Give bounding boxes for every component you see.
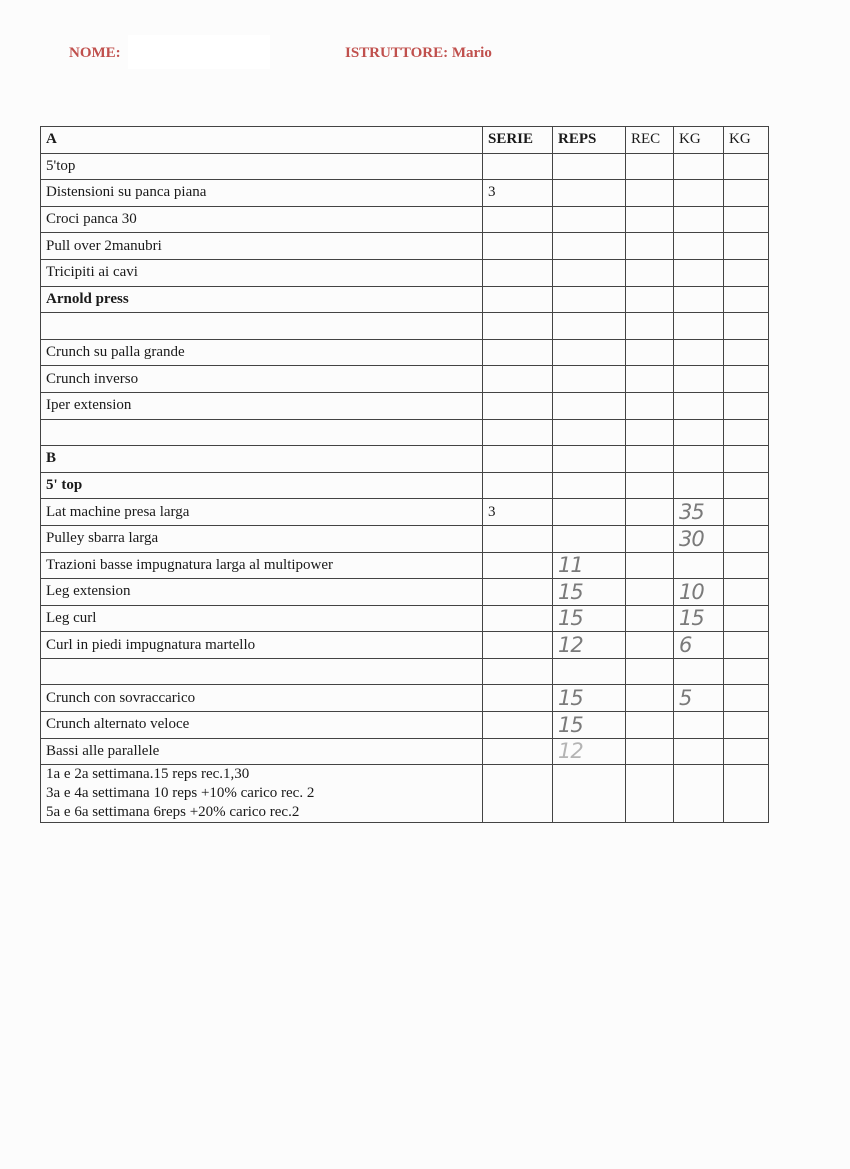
rec-cell: [626, 313, 674, 340]
kg-cell: [674, 446, 724, 473]
table-row: [41, 525, 769, 552]
reps-cell: [553, 206, 626, 233]
exercise-cell: Leg curl: [41, 605, 483, 632]
exercise-cell: Leg extension: [41, 579, 483, 606]
notes-cell: [41, 765, 483, 823]
exercise-cell: Bassi alle parallele: [41, 738, 483, 765]
kg2-cell: [724, 446, 769, 473]
rec-cell: [626, 605, 674, 632]
reps-cell: [553, 525, 626, 552]
kg-cell: [674, 712, 724, 739]
reps-cell: [553, 153, 626, 180]
kg2-cell: [724, 632, 769, 659]
column-header-rec: REC: [626, 127, 674, 154]
serie-cell: [483, 339, 553, 366]
rec-cell: [626, 392, 674, 419]
exercise-cell: [41, 419, 483, 446]
kg-cell: [674, 472, 724, 499]
reps-cell: [553, 658, 626, 685]
rec-cell: [626, 499, 674, 526]
kg2-cell: [724, 579, 769, 606]
kg2-cell: [724, 499, 769, 526]
kg2-cell: [724, 339, 769, 366]
exercise-cell: Iper extension: [41, 392, 483, 419]
kg-cell: [674, 286, 724, 313]
table-row: [41, 552, 769, 579]
reps-cell: [553, 392, 626, 419]
serie-cell: [483, 605, 553, 632]
table-row: [41, 685, 769, 712]
rec-cell: [626, 153, 674, 180]
table-row: [41, 605, 769, 632]
exercise-cell: Crunch inverso: [41, 366, 483, 393]
reps-cell: [553, 446, 626, 473]
serie-cell: [483, 712, 553, 739]
rec-cell: [626, 286, 674, 313]
table-row: [41, 632, 769, 659]
kg2-cell: [724, 366, 769, 393]
reps-cell: [553, 499, 626, 526]
exercise-cell: Croci panca 30: [41, 206, 483, 233]
reps-cell: [553, 419, 626, 446]
note-line: 5a e 6a settimana 6reps +20% carico rec.2: [46, 804, 300, 821]
rec-cell: [626, 419, 674, 446]
exercise-cell: Crunch su palla grande: [41, 339, 483, 366]
column-header-serie: SERIE: [483, 127, 553, 154]
table-row: [41, 499, 769, 526]
rec-cell: [626, 259, 674, 286]
instructor-label: ISTRUTTORE: Mario: [345, 45, 492, 61]
kg2-cell: [724, 286, 769, 313]
kg-cell: [674, 392, 724, 419]
serie-cell: 3: [483, 180, 553, 207]
serie-cell: [483, 153, 553, 180]
rec-cell: [626, 525, 674, 552]
reps-cell: 15: [553, 685, 626, 712]
rec-cell: [626, 552, 674, 579]
exercise-cell: 5' top: [41, 472, 483, 499]
kg2-cell: [724, 472, 769, 499]
kg2-cell: [724, 738, 769, 765]
kg-cell: [674, 419, 724, 446]
table-row: [41, 339, 769, 366]
reps-cell: 12: [553, 632, 626, 659]
notes-empty-cell: [626, 765, 674, 823]
exercise-cell: B: [41, 446, 483, 473]
kg-cell: 30: [674, 525, 724, 552]
kg2-cell: [724, 153, 769, 180]
serie-cell: [483, 286, 553, 313]
kg-cell: [674, 738, 724, 765]
table-row: [41, 259, 769, 286]
reps-cell: [553, 286, 626, 313]
rec-cell: [626, 685, 674, 712]
workout-table: [40, 126, 769, 823]
reps-cell: [553, 339, 626, 366]
table-row: [41, 579, 769, 606]
reps-cell: 11: [553, 552, 626, 579]
notes-empty-cell: [553, 765, 626, 823]
rec-cell: [626, 472, 674, 499]
kg2-cell: [724, 605, 769, 632]
serie-cell: [483, 685, 553, 712]
rec-cell: [626, 206, 674, 233]
kg-cell: [674, 233, 724, 260]
column-header-exercise: A: [41, 127, 483, 154]
notes-empty-cell: [483, 765, 553, 823]
rec-cell: [626, 180, 674, 207]
table-row: [41, 446, 769, 473]
kg2-cell: [724, 685, 769, 712]
column-header-kg-2: KG: [724, 127, 769, 154]
kg2-cell: [724, 206, 769, 233]
notes-empty-cell: [674, 765, 724, 823]
table-row: [41, 392, 769, 419]
reps-cell: 15: [553, 579, 626, 606]
serie-cell: [483, 206, 553, 233]
rec-cell: [626, 233, 674, 260]
serie-cell: [483, 738, 553, 765]
rec-cell: [626, 712, 674, 739]
table-row: [41, 286, 769, 313]
table-row: [41, 738, 769, 765]
kg2-cell: [724, 658, 769, 685]
reps-cell: 15: [553, 712, 626, 739]
serie-cell: [483, 446, 553, 473]
table-row: [41, 712, 769, 739]
kg-cell: 6: [674, 632, 724, 659]
exercise-cell: Trazioni basse impugnatura larga al multipower: [41, 552, 483, 579]
rec-cell: [626, 658, 674, 685]
reps-cell: [553, 259, 626, 286]
rec-cell: [626, 366, 674, 393]
table-row: [41, 180, 769, 207]
name-label: NOME:: [69, 45, 121, 61]
serie-cell: [483, 366, 553, 393]
reps-cell: [553, 366, 626, 393]
kg-cell: 15: [674, 605, 724, 632]
exercise-cell: Curl in piedi impugnatura martello: [41, 632, 483, 659]
rec-cell: [626, 446, 674, 473]
table-row: [41, 658, 769, 685]
reps-cell: [553, 180, 626, 207]
serie-cell: 3: [483, 499, 553, 526]
notes-empty-cell: [724, 765, 769, 823]
table-row: [41, 366, 769, 393]
kg2-cell: [724, 392, 769, 419]
serie-cell: [483, 632, 553, 659]
table-row: [41, 153, 769, 180]
reps-cell: [553, 472, 626, 499]
kg-cell: [674, 313, 724, 340]
serie-cell: [483, 259, 553, 286]
kg2-cell: [724, 233, 769, 260]
serie-cell: [483, 419, 553, 446]
exercise-cell: Distensioni su panca piana: [41, 180, 483, 207]
kg2-cell: [724, 712, 769, 739]
header-row: [41, 127, 769, 154]
kg-cell: [674, 552, 724, 579]
rec-cell: [626, 632, 674, 659]
reps-cell: [553, 313, 626, 340]
exercise-cell: Crunch con sovraccarico: [41, 685, 483, 712]
kg2-cell: [724, 180, 769, 207]
kg-cell: [674, 153, 724, 180]
exercise-cell: Lat machine presa larga: [41, 499, 483, 526]
table-row: [41, 313, 769, 340]
rec-cell: [626, 339, 674, 366]
exercise-cell: Crunch alternato veloce: [41, 712, 483, 739]
serie-cell: [483, 472, 553, 499]
column-header-kg: KG: [674, 127, 724, 154]
kg2-cell: [724, 419, 769, 446]
serie-cell: [483, 579, 553, 606]
exercise-cell: Pull over 2manubri: [41, 233, 483, 260]
reps-cell: [553, 233, 626, 260]
reps-cell: 12: [553, 738, 626, 765]
kg-cell: 5: [674, 685, 724, 712]
kg2-cell: [724, 259, 769, 286]
kg-cell: [674, 658, 724, 685]
column-header-reps: REPS: [553, 127, 626, 154]
kg-cell: [674, 366, 724, 393]
kg-cell: 10: [674, 579, 724, 606]
exercise-cell: [41, 658, 483, 685]
exercise-cell: 5'top: [41, 153, 483, 180]
kg-cell: [674, 180, 724, 207]
exercise-cell: [41, 313, 483, 340]
rec-cell: [626, 738, 674, 765]
kg-cell: [674, 339, 724, 366]
note-line: 1a e 2a settimana.15 reps rec.1,30: [46, 766, 250, 783]
kg-cell: [674, 259, 724, 286]
exercise-cell: Arnold press: [41, 286, 483, 313]
exercise-cell: Pulley sbarra larga: [41, 525, 483, 552]
rec-cell: [626, 579, 674, 606]
kg-cell: [674, 206, 724, 233]
kg2-cell: [724, 525, 769, 552]
kg-cell: 35: [674, 499, 724, 526]
serie-cell: [483, 392, 553, 419]
name-redaction-box: [128, 35, 270, 69]
table-row: [41, 472, 769, 499]
exercise-cell: Tricipiti ai cavi: [41, 259, 483, 286]
kg2-cell: [724, 552, 769, 579]
serie-cell: [483, 525, 553, 552]
table-row: [41, 233, 769, 260]
note-line: 3a e 4a settimana 10 reps +10% carico rec. 2: [46, 785, 315, 802]
notes-row: [41, 765, 769, 823]
kg2-cell: [724, 313, 769, 340]
serie-cell: [483, 233, 553, 260]
serie-cell: [483, 658, 553, 685]
serie-cell: [483, 313, 553, 340]
table-row: [41, 206, 769, 233]
serie-cell: [483, 552, 553, 579]
table-row: [41, 419, 769, 446]
reps-cell: 15: [553, 605, 626, 632]
workout-table-body: [41, 127, 769, 823]
